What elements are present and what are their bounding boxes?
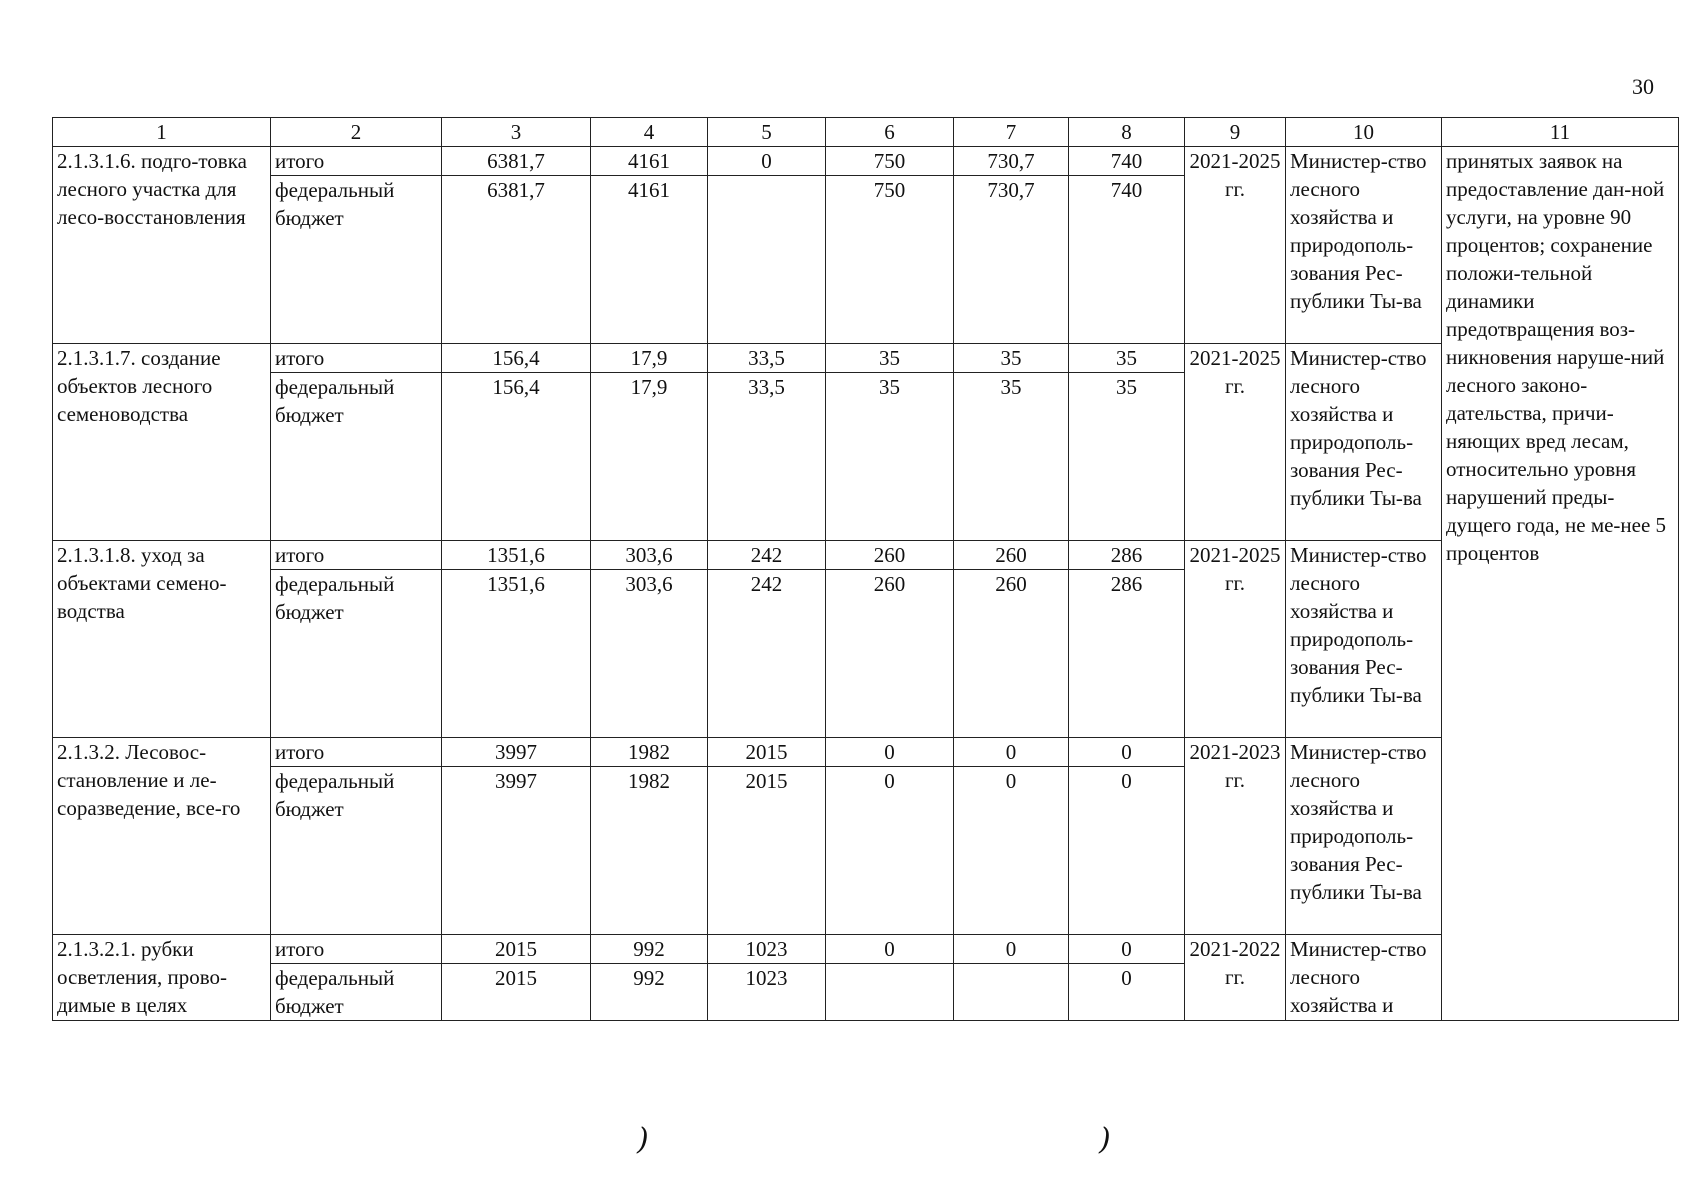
amount-cell: 730,7: [954, 147, 1069, 176]
amount-cell: 0: [1069, 767, 1185, 935]
amount-cell: 0: [1069, 935, 1185, 964]
amount-cell: 1023: [708, 964, 826, 1021]
column-number-row: [53, 118, 1679, 147]
measure-name: 2.1.3.2. Лесовос-становление и ле-соразведение, все-го: [53, 738, 271, 935]
table-row: [53, 147, 1679, 176]
executor-cell: Министер-ство лесного хозяйства и природополь-зования Рес-публики Ты-ва: [1286, 344, 1442, 541]
measure-name: 2.1.3.2.1. рубки осветления, прово-димые в целях: [53, 935, 271, 1021]
amount-cell: 0: [826, 767, 954, 935]
column-number: 2: [271, 118, 442, 147]
period-cell: 2021-2025 гг.: [1185, 147, 1286, 344]
executor-cell: Министер-ство лесного хозяйства и природополь-зования Рес-публики Ты-ва: [1286, 738, 1442, 935]
column-number: 1: [53, 118, 271, 147]
measure-name: 2.1.3.1.7. создание объектов лесного семеноводства: [53, 344, 271, 541]
amount-cell: 0: [826, 738, 954, 767]
funding-source: итого: [271, 147, 442, 176]
funding-source: итого: [271, 344, 442, 373]
amount-cell: 4161: [591, 147, 708, 176]
column-number: 10: [1286, 118, 1442, 147]
amount-cell: 303,6: [591, 570, 708, 738]
period-cell: 2021-2025 гг.: [1185, 344, 1286, 541]
amount-cell: 242: [708, 570, 826, 738]
amount-cell: 0: [954, 767, 1069, 935]
amount-cell: 2015: [442, 935, 591, 964]
amount-cell: 750: [826, 147, 954, 176]
amount-cell: 156,4: [442, 344, 591, 373]
period-cell: 2021-2022 гг.: [1185, 935, 1286, 1021]
amount-cell: 3997: [442, 767, 591, 935]
column-number: 5: [708, 118, 826, 147]
column-number: 7: [954, 118, 1069, 147]
amount-cell: 1982: [591, 767, 708, 935]
measure-name: 2.1.3.1.6. подго-товка лесного участка для лесо-восстановления: [53, 147, 271, 344]
measure-name: 2.1.3.1.8. уход за объектами семено-водства: [53, 541, 271, 738]
amount-cell: 1982: [591, 738, 708, 767]
amount-cell: 156,4: [442, 373, 591, 541]
amount-cell: 17,9: [591, 373, 708, 541]
bracket-mark: ): [1099, 1122, 1111, 1157]
amount-cell: [954, 964, 1069, 1021]
column-number: 11: [1442, 118, 1679, 147]
amount-cell: 35: [826, 373, 954, 541]
expected-result-cell: принятых заявок на предоставление дан-ной услуги, на уровне 90 процентов; сохранение положи-тельной динамики предотвращения воз-никновения наруше-ний лесного законо-дательства, причи-няющих вред лесам, относительно уровня нарушений преды-дущего года, не ме-нее 5 процентов: [1442, 147, 1679, 1021]
amount-cell: [826, 964, 954, 1021]
executor-cell: Министер-ство лесного хозяйства и природополь-зования Рес-публики Ты-ва: [1286, 147, 1442, 344]
column-number: 6: [826, 118, 954, 147]
amount-cell: 35: [826, 344, 954, 373]
amount-cell: 242: [708, 541, 826, 570]
bracket-mark: ): [637, 1122, 649, 1157]
amount-cell: 260: [826, 541, 954, 570]
amount-cell: 0: [954, 738, 1069, 767]
amount-cell: 2015: [708, 767, 826, 935]
page-number: 30: [1632, 74, 1654, 99]
funding-source: федеральный бюджет: [271, 570, 442, 738]
amount-cell: 0: [708, 147, 826, 176]
funding-source: федеральный бюджет: [271, 176, 442, 344]
amount-cell: 6381,7: [442, 176, 591, 344]
executor-cell: Министер-ство лесного хозяйства и природополь-зования Рес-публики Ты-ва: [1286, 541, 1442, 738]
amount-cell: 260: [826, 570, 954, 738]
amount-cell: 1351,6: [442, 541, 591, 570]
amount-cell: 35: [1069, 344, 1185, 373]
amount-cell: 260: [954, 570, 1069, 738]
amount-cell: 286: [1069, 570, 1185, 738]
table-row: [53, 344, 1679, 373]
amount-cell: 6381,7: [442, 147, 591, 176]
amount-cell: 740: [1069, 147, 1185, 176]
amount-cell: 3997: [442, 738, 591, 767]
amount-cell: 1351,6: [442, 570, 591, 738]
table-row: [53, 935, 1679, 964]
executor-cell: Министер-ство лесного хозяйства и: [1286, 935, 1442, 1021]
column-number: 8: [1069, 118, 1185, 147]
amount-cell: 35: [954, 373, 1069, 541]
amount-cell: 0: [954, 935, 1069, 964]
column-number: 3: [442, 118, 591, 147]
funding-source: итого: [271, 935, 442, 964]
amount-cell: 992: [591, 935, 708, 964]
column-number: 4: [591, 118, 708, 147]
amount-cell: 286: [1069, 541, 1185, 570]
amount-cell: 33,5: [708, 344, 826, 373]
column-number: 9: [1185, 118, 1286, 147]
amount-cell: 35: [1069, 373, 1185, 541]
amount-cell: 0: [1069, 738, 1185, 767]
period-cell: 2021-2025 гг.: [1185, 541, 1286, 738]
amount-cell: 303,6: [591, 541, 708, 570]
program-table: [52, 117, 1679, 1021]
amount-cell: [708, 176, 826, 344]
period-cell: 2021-2023 гг.: [1185, 738, 1286, 935]
amount-cell: 0: [826, 935, 954, 964]
amount-cell: 33,5: [708, 373, 826, 541]
funding-source: федеральный бюджет: [271, 964, 442, 1021]
amount-cell: 992: [591, 964, 708, 1021]
amount-cell: 740: [1069, 176, 1185, 344]
funding-source: федеральный бюджет: [271, 373, 442, 541]
amount-cell: 730,7: [954, 176, 1069, 344]
amount-cell: 4161: [591, 176, 708, 344]
amount-cell: 17,9: [591, 344, 708, 373]
amount-cell: 750: [826, 176, 954, 344]
funding-source: федеральный бюджет: [271, 767, 442, 935]
amount-cell: 2015: [708, 738, 826, 767]
funding-source: итого: [271, 738, 442, 767]
amount-cell: 260: [954, 541, 1069, 570]
amount-cell: 35: [954, 344, 1069, 373]
amount-cell: 2015: [442, 964, 591, 1021]
amount-cell: 0: [1069, 964, 1185, 1021]
amount-cell: 1023: [708, 935, 826, 964]
funding-source: итого: [271, 541, 442, 570]
table-row: [53, 738, 1679, 767]
table-row: [53, 541, 1679, 570]
